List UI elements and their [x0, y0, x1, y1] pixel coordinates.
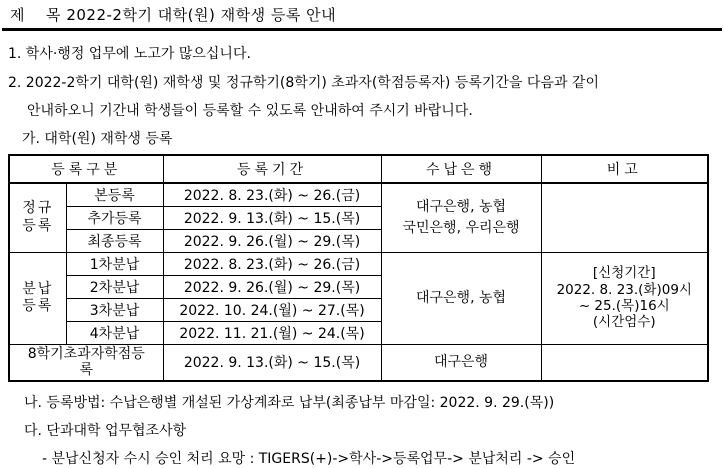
table-row	[9, 344, 708, 381]
note-credit	[541, 344, 708, 381]
row-name: 3차분납	[66, 298, 163, 321]
registration-table	[8, 154, 709, 382]
row-name: 최종등록	[66, 229, 163, 252]
note-regular	[541, 183, 708, 252]
group-label-credit: 8학기초과자학점등 록	[9, 344, 163, 381]
table-header-row	[9, 155, 708, 183]
header-note: 비고	[541, 155, 708, 183]
bank-installment: 대구은행, 농협	[381, 252, 541, 344]
header-category: 등록구분	[9, 155, 163, 183]
table-row	[9, 252, 708, 275]
row-name: 4차분납	[66, 321, 163, 344]
bank-regular: 대구은행, 농협 국민은행, 우리은행	[381, 183, 541, 252]
note-installment: [신청기간] 2022. 8. 23.(화)09시 ~ 25.(목)16시 (시간엄수)	[541, 252, 708, 344]
intro-line-2: 2. 2022-2학기 대학(원) 재학생 및 정규학기(8학기) 초과자(학점등록자) 등록기간을 다음과 같이	[8, 75, 599, 91]
group-label-installment: 분납 등록	[9, 252, 66, 344]
group-label-regular: 정규 등록	[9, 183, 66, 252]
intro-line-3: 안내하오니 기간내 학생들이 등록할 수 있도록 안내하여 주시기 바랍니다.	[27, 103, 473, 119]
row-period: 2022. 8. 23.(화) ~ 26.(금)	[163, 252, 381, 275]
intro-line-1: 1. 학사·행정 업무에 노고가 많으십니다.	[8, 46, 251, 62]
footer-detail-line: - 분납신청자 수시 승인 처리 요망 : TIGERS(+)->학사->등록업무-> 분납처리 -> 승인	[42, 451, 576, 467]
document-header	[2, 0, 722, 31]
section-label-ga: 가. 대학(원) 재학생 등록	[22, 131, 173, 147]
header-bank: 수납은행	[381, 155, 541, 183]
table-row	[9, 183, 708, 206]
row-name: 추가등록	[66, 206, 163, 229]
row-period: 2022. 11. 21.(월) ~ 24.(목)	[163, 321, 381, 344]
row-name: 1차분납	[66, 252, 163, 275]
row-name: 2차분납	[66, 275, 163, 298]
footer-cooperation-line: 다. 단과대학 업무협조사항	[24, 423, 187, 439]
header-period: 등록기간	[163, 155, 381, 183]
bank-credit: 대구은행	[381, 344, 541, 381]
footer-method-line: 나. 등록방법: 수납은행별 개설된 가상계좌로 납부(최종납부 마감일: 2022. 9. 29.(목))	[24, 395, 555, 411]
row-period: 2022. 9. 26.(월) ~ 29.(목)	[163, 275, 381, 298]
row-period: 2022. 9. 13.(화) ~ 15.(목)	[163, 206, 381, 229]
row-period: 2022. 10. 24.(월) ~ 27.(목)	[163, 298, 381, 321]
row-period: 2022. 9. 26.(월) ~ 29.(목)	[163, 229, 381, 252]
row-period: 2022. 9. 13.(화) ~ 15.(목)	[163, 344, 381, 381]
document-title: 제 목 2022-2학기 대학(원) 재학생 등록 안내	[10, 6, 337, 24]
row-period: 2022. 8. 23.(화) ~ 26.(금)	[163, 183, 381, 206]
row-name: 본등록	[66, 183, 163, 206]
